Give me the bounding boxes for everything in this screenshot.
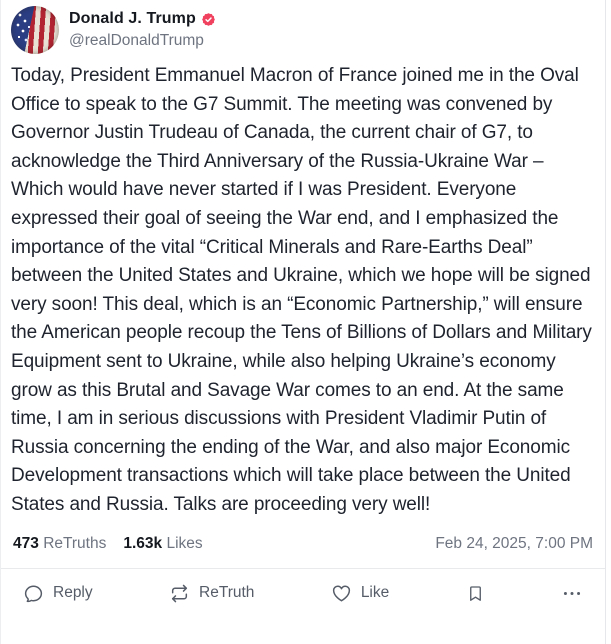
display-name[interactable]: Donald J. Trump <box>69 10 196 27</box>
likes-stat[interactable] <box>123 535 202 553</box>
like-label: Like <box>360 584 390 601</box>
likes-count: 1.63k <box>123 534 163 552</box>
author-identity <box>69 6 216 50</box>
like-button[interactable] <box>331 583 389 604</box>
reply-label: Reply <box>53 584 93 601</box>
timestamp: Feb 24, 2025, 7:00 PM <box>435 534 593 552</box>
post-body-text: Today, President Emmanuel Macron of France joined me in the Oval Office to speak to the G7 Summit. The meeting was convened by Governor Justin Trudeau of Canada, the current chair of G7, to acknowledge the Third Anniversary of the Russia-Ukraine War – Which would have never started if I was President. Everyone expressed their goal of seeing the War end, and I emphasized the importance of the vital “Critical Minerals and Rare-Earths Deal” between the United States and Ukraine, which we hope will be signed very soon! This deal, which is an “Economic Partnership,” will ensure the American people recoup the Tens of Billions of Dollars and Military Equipment sent to Ukraine, while also helping Ukraine’s economy grow as this Brutal and Savage War comes to an end. At the same time, I am in serious discussions with President Vladimir Putin of Russia concerning the ending of the War, and also major Economic Development transactions which will take place between the United States and Russia. Talks are proceeding very well! <box>11 65 597 515</box>
action-bar <box>1 568 605 620</box>
retruths-count: 473 <box>13 534 39 552</box>
likes-label: Likes <box>166 534 203 552</box>
bookmark-button[interactable] <box>466 583 485 604</box>
reply-button[interactable] <box>23 583 93 604</box>
bookmark-icon <box>466 583 485 604</box>
avatar[interactable] <box>11 6 59 54</box>
verified-badge-icon <box>201 12 216 27</box>
user-handle[interactable]: @realDonaldTrump <box>69 32 204 49</box>
retruth-label: ReTruth <box>199 584 255 601</box>
retruths-stat[interactable] <box>13 535 106 553</box>
more-button[interactable] <box>561 583 583 604</box>
retruth-repeat-icon <box>169 583 190 604</box>
heart-icon <box>331 583 352 604</box>
stats-row <box>1 520 605 553</box>
retruth-button[interactable] <box>169 583 254 604</box>
more-ellipsis-icon <box>561 583 583 604</box>
post-header <box>1 0 605 54</box>
retruths-label: ReTruths <box>43 534 107 552</box>
reply-bubble-icon <box>23 583 44 604</box>
